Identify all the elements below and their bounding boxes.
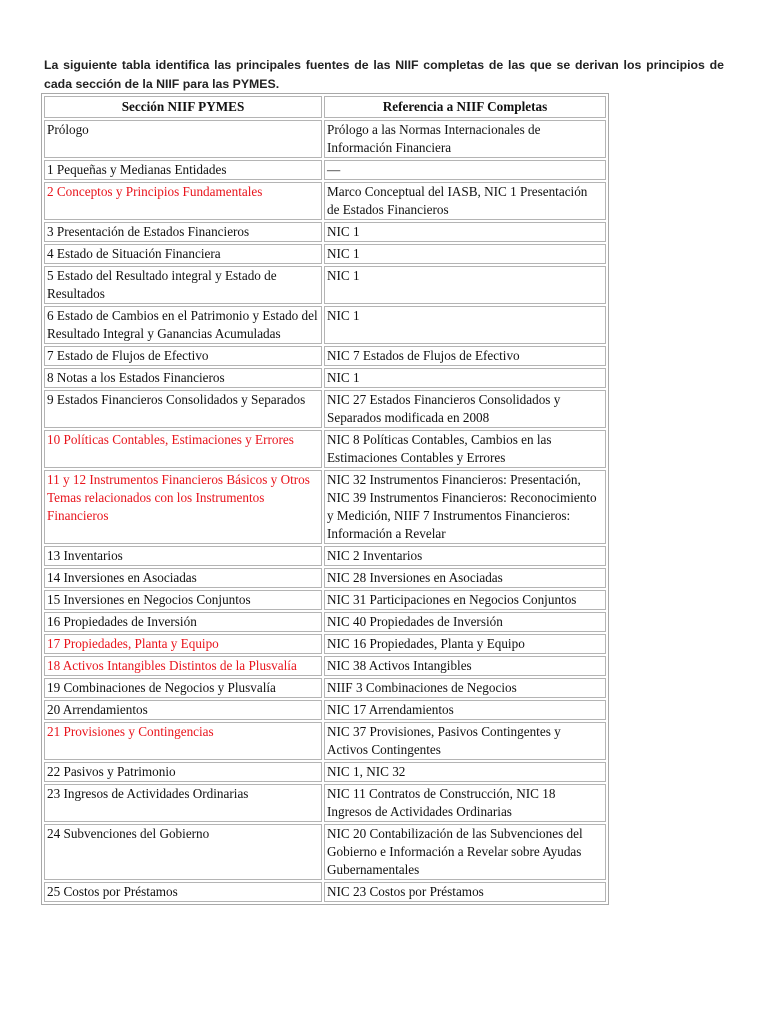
reference-cell: NIC 8 Políticas Contables, Cambios en las Estimaciones Contables y Errores xyxy=(324,430,606,468)
column-header-section: Sección NIIF PYMES xyxy=(44,96,322,118)
table-row xyxy=(44,120,606,158)
table-row xyxy=(44,590,606,610)
table-row xyxy=(44,430,606,468)
reference-cell: NIC 1 xyxy=(324,368,606,388)
reference-cell: NIC 31 Participaciones en Negocios Conjuntos xyxy=(324,590,606,610)
table-row xyxy=(44,612,606,632)
table-body xyxy=(44,120,606,902)
section-cell: 10 Políticas Contables, Estimaciones y Errores xyxy=(44,430,322,468)
section-cell: 8 Notas a los Estados Financieros xyxy=(44,368,322,388)
table-row xyxy=(44,546,606,566)
table-row xyxy=(44,390,606,428)
table-row xyxy=(44,266,606,304)
table-row xyxy=(44,700,606,720)
table-row xyxy=(44,882,606,902)
section-cell: 11 y 12 Instrumentos Financieros Básicos y Otros Temas relacionados con los Instrumentos Financieros xyxy=(44,470,322,544)
reference-cell: NIC 32 Instrumentos Financieros: Presentación, NIC 39 Instrumentos Financieros: Reconocimiento y Medición, NIIF 7 Instrumentos Financieros: Información a Revelar xyxy=(324,470,606,544)
section-cell: 16 Propiedades de Inversión xyxy=(44,612,322,632)
table-row xyxy=(44,244,606,264)
section-cell: 18 Activos Intangibles Distintos de la Plusvalía xyxy=(44,656,322,676)
reference-cell: NIC 37 Provisiones, Pasivos Contingentes y Activos Contingentes xyxy=(324,722,606,760)
table-header-row xyxy=(44,96,606,118)
table-row xyxy=(44,678,606,698)
reference-cell: NIC 16 Propiedades, Planta y Equipo xyxy=(324,634,606,654)
intro-paragraph: La siguiente tabla identifica las principales fuentes de las NIIF completas de las que se derivan los principios de cada sección de la NIIF para las PYMES. xyxy=(44,58,724,92)
table-row xyxy=(44,784,606,822)
table-row xyxy=(44,306,606,344)
reference-cell: NIC 17 Arrendamientos xyxy=(324,700,606,720)
reference-cell: NIC 1 xyxy=(324,306,606,344)
section-cell: 14 Inversiones en Asociadas xyxy=(44,568,322,588)
section-cell: 24 Subvenciones del Gobierno xyxy=(44,824,322,880)
section-cell: 25 Costos por Préstamos xyxy=(44,882,322,902)
table-row xyxy=(44,762,606,782)
section-cell: 5 Estado del Resultado integral y Estado de Resultados xyxy=(44,266,322,304)
table-row xyxy=(44,656,606,676)
section-cell: 4 Estado de Situación Financiera xyxy=(44,244,322,264)
reference-cell: NIC 40 Propiedades de Inversión xyxy=(324,612,606,632)
reference-cell: NIC 38 Activos Intangibles xyxy=(324,656,606,676)
section-cell: 17 Propiedades, Planta y Equipo xyxy=(44,634,322,654)
reference-cell: NIC 27 Estados Financieros Consolidados y Separados modificada en 2008 xyxy=(324,390,606,428)
section-cell: 2 Conceptos y Principios Fundamentales xyxy=(44,182,322,220)
section-cell: 9 Estados Financieros Consolidados y Separados xyxy=(44,390,322,428)
section-cell: 19 Combinaciones de Negocios y Plusvalía xyxy=(44,678,322,698)
column-header-reference: Referencia a NIIF Completas xyxy=(324,96,606,118)
reference-cell: NIC 11 Contratos de Construcción, NIC 18 Ingresos de Actividades Ordinarias xyxy=(324,784,606,822)
niif-reference-table xyxy=(41,93,609,905)
section-cell: 22 Pasivos y Patrimonio xyxy=(44,762,322,782)
table-row xyxy=(44,722,606,760)
section-cell: 13 Inventarios xyxy=(44,546,322,566)
reference-cell: NIC 2 Inventarios xyxy=(324,546,606,566)
reference-cell: NIIF 3 Combinaciones de Negocios xyxy=(324,678,606,698)
table-row xyxy=(44,160,606,180)
reference-cell: NIC 1 xyxy=(324,244,606,264)
table-row xyxy=(44,824,606,880)
reference-cell: NIC 20 Contabilización de las Subvenciones del Gobierno e Información a Revelar sobre Ayudas Gubernamentales xyxy=(324,824,606,880)
reference-cell: NIC 1, NIC 32 xyxy=(324,762,606,782)
section-cell: 20 Arrendamientos xyxy=(44,700,322,720)
table-row xyxy=(44,182,606,220)
section-cell: 7 Estado de Flujos de Efectivo xyxy=(44,346,322,366)
section-cell: 3 Presentación de Estados Financieros xyxy=(44,222,322,242)
table-row xyxy=(44,568,606,588)
reference-cell: NIC 23 Costos por Préstamos xyxy=(324,882,606,902)
reference-cell: NIC 1 xyxy=(324,222,606,242)
section-cell: 6 Estado de Cambios en el Patrimonio y Estado del Resultado Integral y Ganancias Acumuladas xyxy=(44,306,322,344)
section-cell: 1 Pequeñas y Medianas Entidades xyxy=(44,160,322,180)
section-cell: 21 Provisiones y Contingencias xyxy=(44,722,322,760)
reference-cell: NIC 7 Estados de Flujos de Efectivo xyxy=(324,346,606,366)
table-row xyxy=(44,470,606,544)
section-cell: 23 Ingresos de Actividades Ordinarias xyxy=(44,784,322,822)
reference-cell: NIC 1 xyxy=(324,266,606,304)
table-row xyxy=(44,346,606,366)
table-row xyxy=(44,368,606,388)
reference-cell: Marco Conceptual del IASB, NIC 1 Presentación de Estados Financieros xyxy=(324,182,606,220)
reference-cell: — xyxy=(324,160,606,180)
section-cell: 15 Inversiones en Negocios Conjuntos xyxy=(44,590,322,610)
reference-cell: NIC 28 Inversiones en Asociadas xyxy=(324,568,606,588)
section-cell: Prólogo xyxy=(44,120,322,158)
niif-reference-table-container xyxy=(41,93,609,905)
reference-cell: Prólogo a las Normas Internacionales de Información Financiera xyxy=(324,120,606,158)
table-row xyxy=(44,634,606,654)
table-row xyxy=(44,222,606,242)
